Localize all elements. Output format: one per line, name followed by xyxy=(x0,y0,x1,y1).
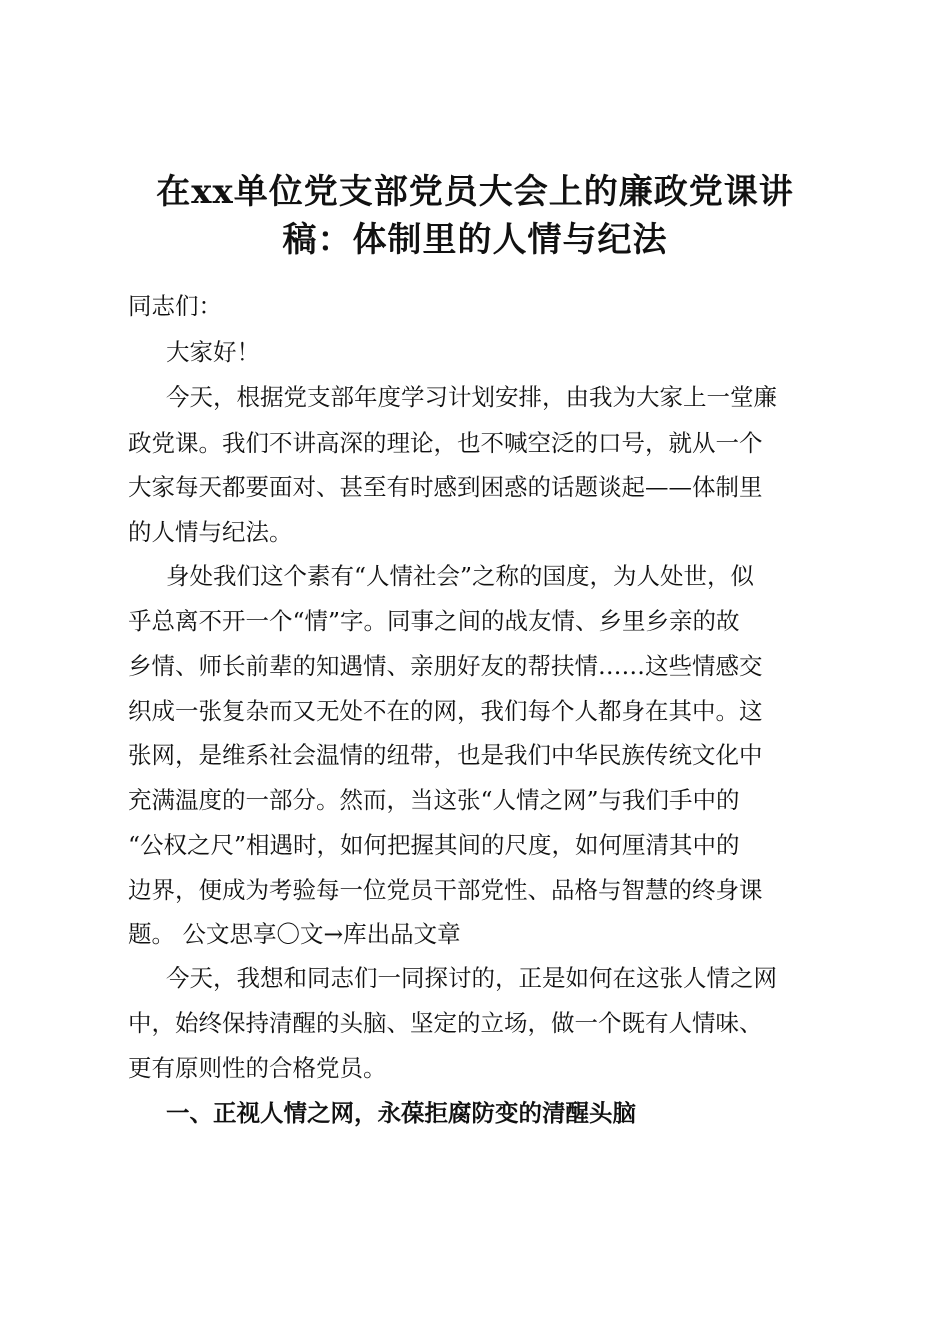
paragraph-3-line-1: 今天，我想和同志们一同探讨的，正是如何在这张人情之网 xyxy=(166,964,777,992)
paragraph-2-line-9: 题。 公文思享〇文→库出品文章 xyxy=(128,920,461,948)
paragraph-2-line-2: 乎总离不开一个“情”字。同事之间的战友情、乡里乡亲的故 xyxy=(128,607,740,635)
section-heading-1: 一、正视人情之网，永葆拒腐防变的清醒头脑 xyxy=(166,1099,636,1127)
paragraph-1-line-2: 政党课。我们不讲高深的理论，也不喊空泛的口号，就从一个 xyxy=(128,429,763,457)
document-title-line-2: 稿：体制里的人情与纪法 xyxy=(282,220,668,260)
paragraph-3-line-2: 中，始终保持清醒的头脑、坚定的立场，做一个既有人情味、 xyxy=(128,1009,763,1037)
paragraph-2-line-8: 边界，便成为考验每一位党员干部党性、品格与智慧的终身课 xyxy=(128,876,763,904)
paragraph-2-line-7: “公权之尺”相遇时，如何把握其间的尺度，如何厘清其中的 xyxy=(128,831,740,859)
greeting: 大家好！ xyxy=(166,338,260,366)
paragraph-1-line-4: 的人情与纪法。 xyxy=(128,518,293,546)
paragraph-2-line-3: 乡情、师长前辈的知遇情、亲朋好友的帮扶情……这些情感交 xyxy=(128,652,763,680)
paragraph-2-line-5: 张网，是维系社会温情的纽带，也是我们中华民族传统文化中 xyxy=(128,741,763,769)
paragraph-3-line-3: 更有原则性的合格党员。 xyxy=(128,1054,387,1082)
paragraph-1-line-3: 大家每天都要面对、甚至有时感到困惑的话题谈起——体制里 xyxy=(128,473,763,501)
paragraph-2-line-6: 充满温度的一部分。然而，当这张“人情之网”与我们手中的 xyxy=(128,786,740,814)
salutation: 同志们： xyxy=(128,292,222,320)
paragraph-2-line-1: 身处我们这个素有“人情社会”之称的国度，为人处世，似 xyxy=(166,562,755,590)
paragraph-1-line-1: 今天，根据党支部年度学习计划安排，由我为大家上一堂廉 xyxy=(166,383,777,411)
document-title-line-1: 在xx单位党支部党员大会上的廉政党课讲 xyxy=(156,172,794,212)
paragraph-2-line-4: 织成一张复杂而又无处不在的网，我们每个人都身在其中。这 xyxy=(128,697,763,725)
